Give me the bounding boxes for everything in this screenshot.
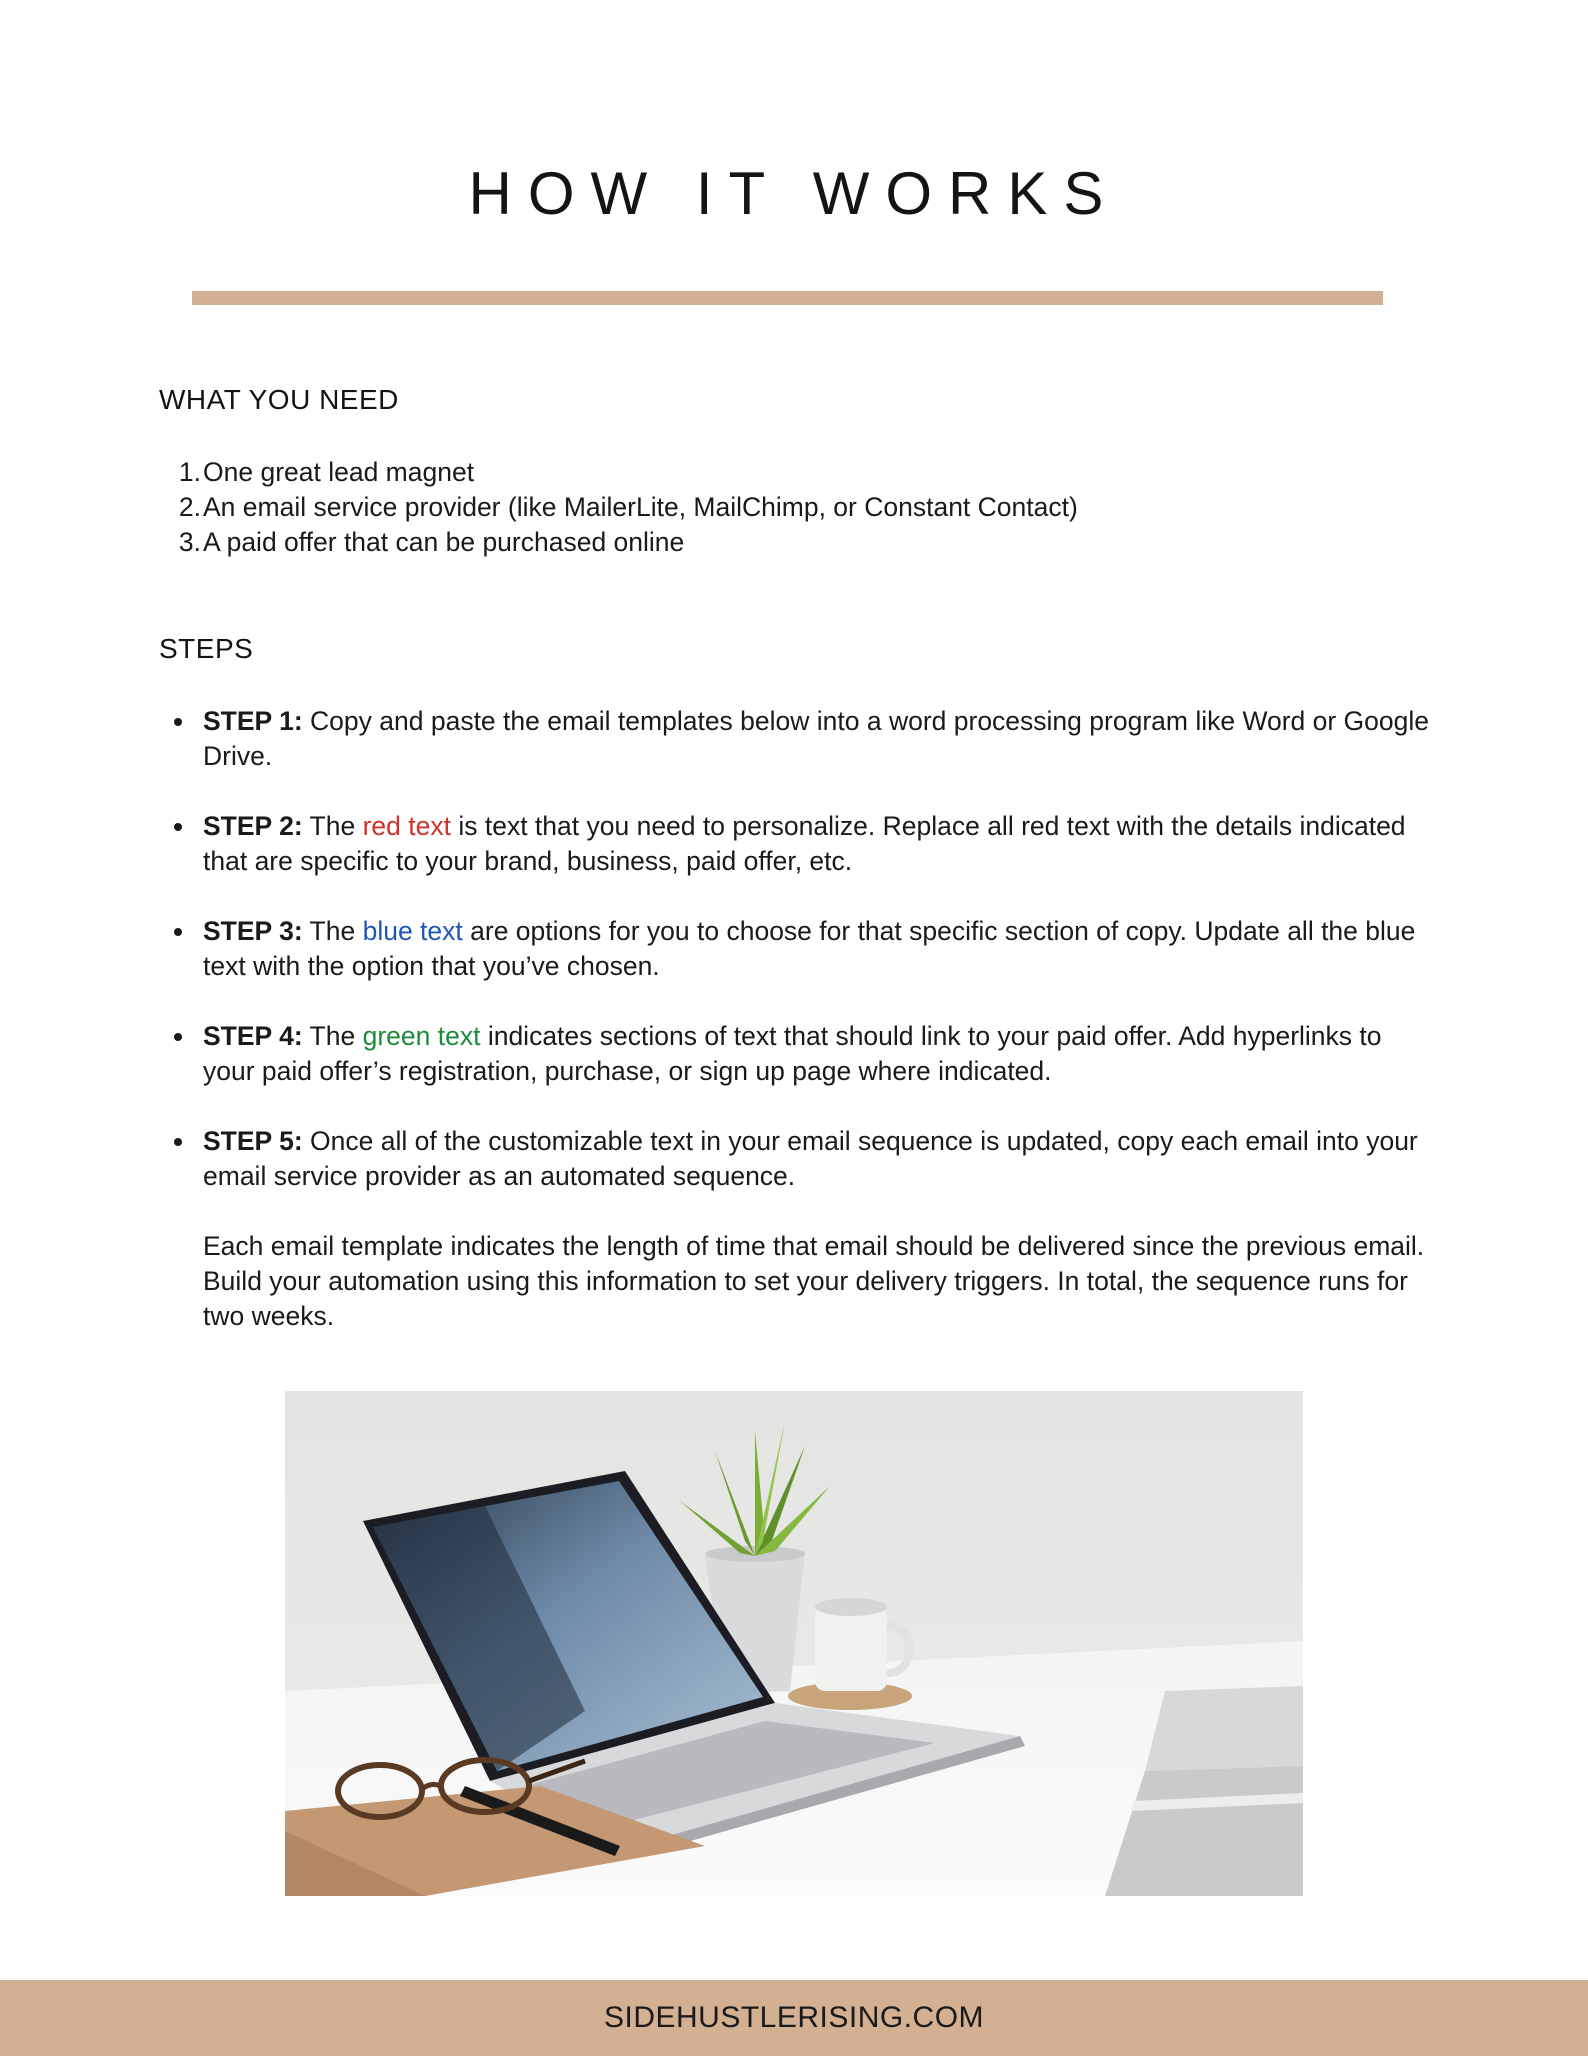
- red-text-sample: red text: [362, 811, 451, 841]
- step-5-note: Each email template indicates the length of time that email should be delivered since the previous email. Build your automation using this information to set your delivery triggers. In total, the sequence runs for two weeks.: [203, 1231, 1425, 1331]
- step-label: STEP 3:: [203, 916, 303, 946]
- what-you-need-heading: WHAT YOU NEED: [159, 384, 399, 415]
- bullet-icon: [174, 823, 182, 831]
- what-you-need-list: [159, 455, 1078, 560]
- step-2: [159, 809, 1429, 879]
- step-label: STEP 4:: [203, 1021, 303, 1051]
- steps-heading: STEPS: [159, 633, 254, 664]
- blue-text-sample: blue text: [362, 916, 463, 946]
- step-text-lead: The: [302, 811, 363, 841]
- step-text-lead: The: [302, 1021, 363, 1051]
- list-item-text: One great lead magnet: [203, 457, 475, 487]
- bullet-icon: [174, 1138, 182, 1146]
- laptop-desk-photo: [285, 1391, 1303, 1896]
- steps-list: [159, 704, 1429, 1369]
- list-item: [159, 455, 1078, 490]
- title-divider: [192, 291, 1383, 305]
- step-4: [159, 1019, 1429, 1089]
- green-text-sample: green text: [362, 1021, 481, 1051]
- list-item-number: 3.: [178, 527, 201, 557]
- bullet-icon: [174, 1033, 182, 1041]
- step-text: are options for you to choose for that specific section of copy. Update all the blue text with the option that you’ve chosen.: [203, 916, 1416, 981]
- bullet-icon: [174, 928, 182, 936]
- step-label: STEP 2:: [203, 811, 303, 841]
- step-text: indicates sections of text that should link to your paid offer. Add hyperlinks to your paid offer’s registration, purchase, or sign up page where indicated.: [203, 1021, 1382, 1086]
- step-3: [159, 914, 1429, 984]
- step-5: [159, 1124, 1429, 1334]
- list-item: [159, 525, 1078, 560]
- step-text-lead: The: [302, 916, 363, 946]
- step-text: Copy and paste the email templates below into a word processing program like Word or Google Drive.: [203, 706, 1430, 771]
- footer-website: SIDEHUSTLERISING.COM: [0, 1980, 1588, 2056]
- step-label: STEP 1:: [203, 706, 303, 736]
- bullet-icon: [174, 718, 182, 726]
- page-title: HOW IT WORKS: [468, 160, 1120, 227]
- list-item-number: 1.: [178, 457, 201, 487]
- step-text: is text that you need to personalize. Replace all red text with the details indicated that are specific to your brand, business, paid offer, etc.: [203, 811, 1406, 876]
- list-item-number: 2.: [178, 492, 201, 522]
- step-text: Once all of the customizable text in your email sequence is updated, copy each email into your email service provider as an automated sequence.: [203, 1126, 1418, 1191]
- list-item-text: An email service provider (like MailerLite, MailChimp, or Constant Contact): [203, 492, 1078, 522]
- step-label: STEP 5:: [203, 1126, 303, 1156]
- step-1: [159, 704, 1429, 774]
- list-item: [159, 490, 1078, 525]
- list-item-text: A paid offer that can be purchased online: [203, 527, 685, 557]
